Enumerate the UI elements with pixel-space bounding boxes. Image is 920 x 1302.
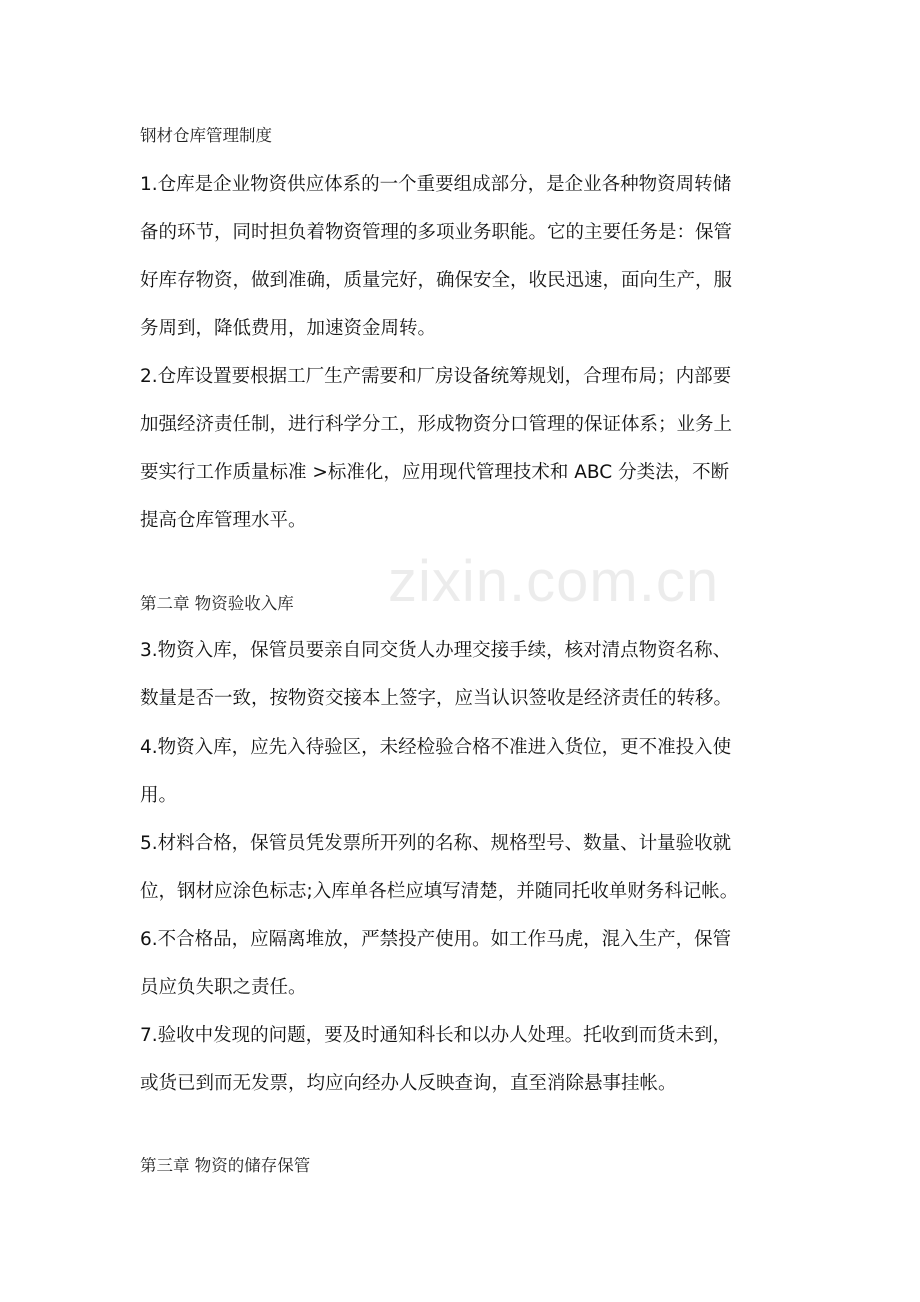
paragraph-3-line-1: 3.物资入库，保管员要亲自同交货人办理交接手续，核对清点物资名称、 [140, 640, 732, 661]
paragraph-1-line-1: 1.仓库是企业物资供应体系的一个重要组成部分，是企业各种物资周转储 [140, 174, 732, 195]
paragraph-3-line-2: 数量是否一致，按物资交接本上签字，应当认识签收是经济责任的转移。 [140, 688, 733, 709]
paragraph-7-line-1: 7.验收中发现的问题，要及时通知科长和以办人处理。托收到而货未到， [140, 1025, 732, 1046]
paragraph-4-line-2: 用。 [140, 785, 178, 806]
paragraph-2-line-1: 2.仓库设置要根据工厂生产需要和厂房设备统筹规划，合理布局；内部要 [140, 366, 732, 387]
chapter-2-heading: 第二章 物资验收入库 [140, 594, 294, 613]
paragraph-1-line-3: 好库存物资，做到准确，质量完好，确保安全，收民迅速，面向生产，服 [140, 270, 733, 291]
watermark: zixin.com.cn [388, 549, 720, 614]
chapter-3-heading: 第三章 物资的储存保管 [140, 1156, 311, 1175]
paragraph-5-line-2: 位，钢材应涂色标志;入库单各栏应填写清楚，并随同托收单财务科记帐。 [140, 881, 739, 902]
paragraph-2-line-2: 加强经济责任制，进行科学分工，形成物资分口管理的保证体系；业务上 [140, 414, 733, 435]
paragraph-6-line-1: 6.不合格品，应隔离堆放，严禁投产使用。如工作马虎，混入生产，保管 [140, 929, 732, 950]
paragraph-2-line-3: 要实行工作质量标准 >标准化，应用现代管理技术和 ABC 分类法，不断 [140, 462, 730, 483]
document-title: 钢材仓库管理制度 [140, 126, 272, 145]
paragraph-1-line-4: 务周到，降低费用，加速资金周转。 [140, 318, 437, 339]
paragraph-5-line-1: 5.材料合格，保管员凭发票所开列的名称、规格型号、数量、计量验收就 [140, 833, 732, 854]
paragraph-7-line-2: 或货已到而无发票，均应向经办人反映查询，直至消除悬事挂帐。 [140, 1073, 677, 1094]
paragraph-6-line-2: 员应负失职之责任。 [140, 977, 307, 998]
paragraph-1-line-2: 备的环节，同时担负着物资管理的多项业务职能。它的主要任务是：保管 [140, 222, 733, 243]
paragraph-2-line-4: 提高仓库管理水平。 [140, 510, 307, 531]
paragraph-4-line-1: 4.物资入库，应先入待验区，未经检验合格不准进入货位，更不准投入使 [140, 737, 732, 758]
